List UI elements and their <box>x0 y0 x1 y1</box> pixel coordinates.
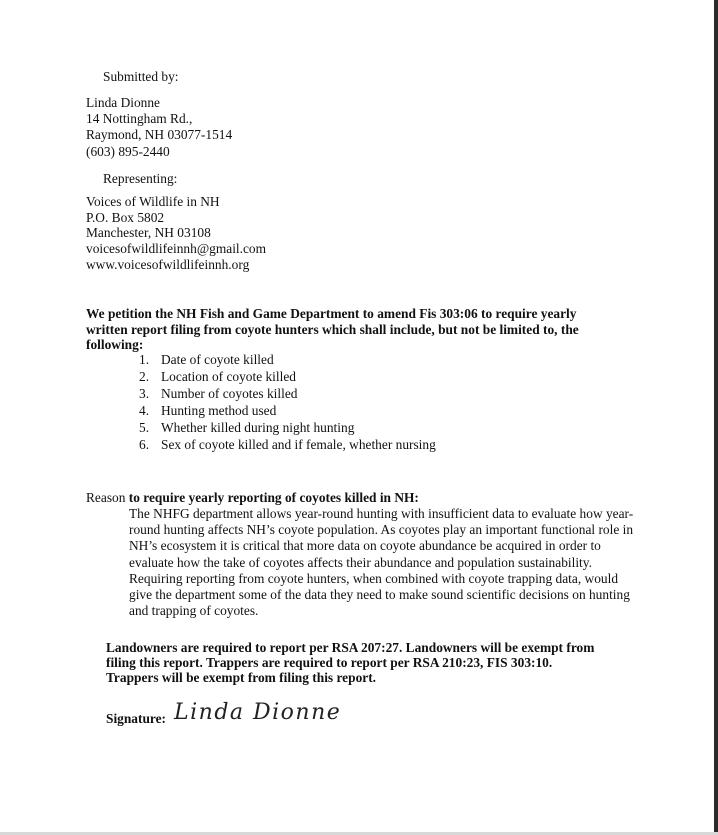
signature-label: Signature: <box>106 711 167 726</box>
organization-email: voicesofwildlifeinnh@gmail.com <box>86 241 267 256</box>
petition-item-list <box>139 351 436 453</box>
list-item <box>139 385 436 402</box>
list-item-number: 1. <box>139 352 150 367</box>
list-item-text: Whether killed during night hunting <box>161 420 355 435</box>
list-item-number: 6. <box>139 437 150 452</box>
submitter-city: Raymond, NH 03077-1514 <box>86 127 233 142</box>
petition-line-1: We petition the NH Fish and Game Department to amend Fis 303:06 to require yearly <box>86 306 577 321</box>
list-item-text: Hunting method used <box>161 403 277 418</box>
representing-label: Representing: <box>103 171 178 186</box>
submitter-phone: (603) 895-2440 <box>86 144 170 159</box>
reason-heading <box>86 490 419 506</box>
exemption-line-2: filing this report. Trappers are required to report per RSA 210:23, FIS 303:10. <box>106 655 553 670</box>
petition-line-3: following: <box>86 337 144 352</box>
reason-heading-bold: to require yearly reporting of coyotes killed in NH: <box>128 490 419 505</box>
submitter-street: 14 Nottingham Rd., <box>86 111 193 126</box>
organization-city: Manchester, NH 03108 <box>86 225 211 240</box>
list-item-number: 5. <box>139 420 150 435</box>
list-item <box>139 402 436 419</box>
exemption-line-1: Landowners are required to report per RSA 207:27. Landowners will be exempt from <box>106 640 595 655</box>
list-item <box>139 419 436 436</box>
petition-line-2: written report filing from coyote hunters which shall include, but not be limited to, the <box>86 322 579 337</box>
reason-body: The NHFG department allows year-round hunting with insufficient data to evaluate how year-round hunting affects NH’s coyote population. As coyotes play an important functional role in NH’s ecosystem it is critical that more data on coyote abundance be acquired in order to evaluate how the take of coyotes affects their abundance and population sustainability. Requiring reporting from coyote hunters, when combined with coyote trapping data, would give the department some of the data they need to make sound scientific decisions on hunting and trapping of coyotes. <box>129 506 634 619</box>
organization-name: Voices of Wildlife in NH <box>86 194 220 209</box>
list-item-text: Date of coyote killed <box>161 352 274 367</box>
submitter-name: Linda Dionne <box>86 95 161 110</box>
list-item-text: Number of coyotes killed <box>161 386 298 401</box>
list-item <box>139 436 436 453</box>
signature-script: Linda Dionne <box>174 700 342 725</box>
organization-website: www.voicesofwildlifeinnh.org <box>86 257 250 272</box>
list-item-text: Sex of coyote killed and if female, whether nursing <box>161 437 436 452</box>
page-right-edge <box>714 0 718 835</box>
list-item <box>139 368 436 385</box>
list-item-text: Location of coyote killed <box>161 369 296 384</box>
exemption-line-3: Trappers will be exempt from filing this report. <box>106 670 377 685</box>
submitted-by-label: Submitted by: <box>103 69 179 84</box>
list-item-number: 4. <box>139 403 150 418</box>
list-item-number: 3. <box>139 386 150 401</box>
list-item-number: 2. <box>139 369 150 384</box>
list-item <box>139 351 436 368</box>
organization-box: P.O. Box 5802 <box>86 210 165 225</box>
reason-heading-plain: Reason <box>86 490 129 505</box>
